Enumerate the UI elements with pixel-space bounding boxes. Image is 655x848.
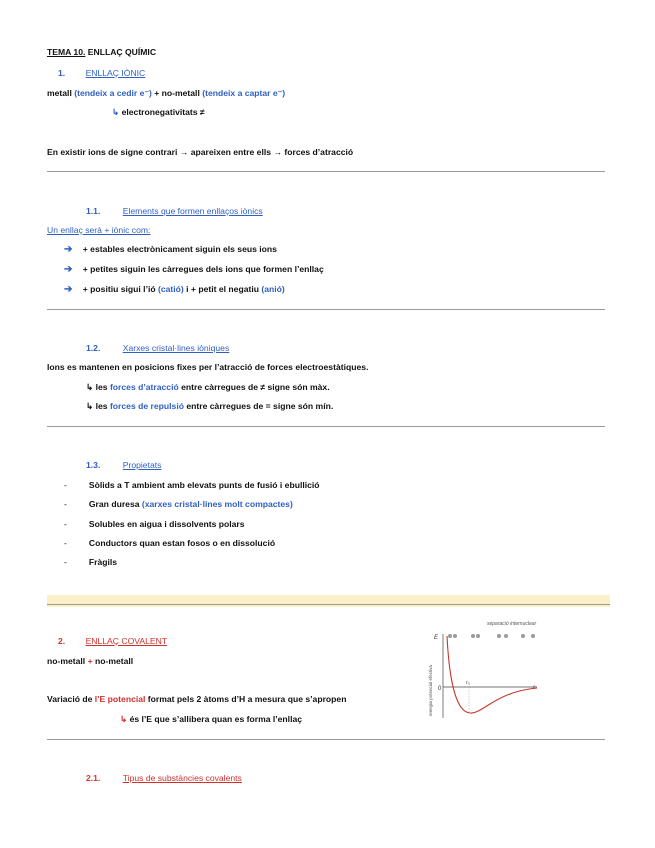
x-axis-label: r — [533, 685, 535, 691]
plus-sign: + — [85, 656, 95, 666]
attraction-forces: forces d’atracció — [109, 382, 179, 392]
section-1-heading — [58, 68, 145, 78]
section-1-3-heading — [86, 460, 161, 470]
section-2-title: ENLLAÇ COVALENT — [85, 636, 168, 646]
section-2-sub-line — [120, 714, 302, 725]
metal-text: metall — [47, 88, 72, 98]
atom-dot — [476, 634, 480, 638]
bullet-2 — [64, 264, 324, 275]
section-1-3-number: 1.3. — [86, 460, 101, 470]
property-5-text: Fràgils — [88, 557, 118, 567]
bullet-3-text-a: + positiu sigui l’ió — [82, 284, 158, 294]
line-2-c: entre càrregues de = signe són mín. — [183, 401, 334, 411]
doc-title-prefix: TEMA 10. — [47, 47, 86, 57]
zero-label: 0 — [438, 686, 442, 692]
section-1-title: ENLLAÇ IÒNIC — [85, 68, 146, 78]
section-1-number: 1. — [58, 68, 66, 78]
section-1-2-intro: Ions es mantenen en posicions fixes per l’atracció de forces electroestàtiques. — [47, 362, 369, 372]
bullet-3-cation: (catió) — [157, 284, 184, 294]
section-1-3-title: Propietats — [122, 460, 162, 470]
section-1-1-title: Elements que formen enllaços iònics — [122, 206, 263, 216]
line-1-c: entre càrregues de ≠ signe són màx. — [178, 382, 330, 392]
section-1-metal-line — [47, 88, 285, 99]
e-label: E — [434, 635, 439, 641]
section-1-2-line-2 — [86, 401, 333, 412]
divider — [47, 739, 605, 740]
section-2-1-heading — [86, 773, 242, 783]
dash: - — [64, 499, 67, 509]
doc-title — [47, 47, 156, 57]
property-2 — [64, 499, 293, 509]
dash: - — [64, 538, 67, 548]
atom-dot — [497, 634, 501, 638]
atom-dot — [504, 634, 508, 638]
metal-note: (tendeix a cedir e⁻) — [71, 88, 152, 98]
r0-label: r₀ — [466, 680, 470, 686]
section-2-variation-line — [47, 694, 346, 704]
section-1-sub-line — [112, 107, 205, 118]
bullet-1-text: + estables electrònicament siguin els seus ions — [82, 244, 277, 254]
property-2-text: Gran duresa — [88, 499, 142, 509]
potential-curve — [447, 636, 537, 713]
line-2-a: ↳ les — [86, 401, 110, 411]
divider — [47, 171, 605, 172]
line-1-a: ↳ les — [86, 382, 110, 392]
nonmetal-b: no-metall — [95, 656, 134, 666]
sub-arrow-icon: ↳ — [120, 714, 128, 724]
arrow-icon: ➔ — [64, 264, 73, 275]
variation-c: format pels 2 àtoms d’H a mesura que s’apropen — [145, 694, 347, 704]
bullet-1 — [64, 244, 277, 255]
property-3 — [64, 519, 245, 529]
highlight-band — [47, 595, 610, 607]
variation-a: Variació de — [47, 694, 95, 704]
dash: - — [64, 519, 67, 529]
section-2-number: 2. — [58, 636, 66, 646]
property-4-text: Conductors quan estan fosos o en dissolució — [88, 538, 276, 548]
divider — [47, 604, 610, 605]
doc-title-rest: ENLLAÇ QUÍMIC — [85, 47, 157, 57]
property-4 — [64, 538, 275, 548]
section-1-exist-line: En existir ions de signe contrari → apareixen entre ells → forces d’atracció — [47, 147, 354, 157]
section-1-2-title: Xarxes cristal·lines iòniques — [122, 343, 230, 353]
property-1-text: Sòlids a T ambient amb elevats punts de fusió i ebullició — [88, 480, 320, 490]
section-1-2-number: 1.2. — [86, 343, 101, 353]
repulsion-forces: forces de repulsió — [109, 401, 184, 411]
property-2-note: (xarxes cristal·lines molt compactes) — [141, 499, 293, 509]
arrow-icon: ➔ — [64, 284, 73, 295]
section-1-1-heading — [86, 206, 263, 216]
atom-pairs — [448, 634, 535, 638]
potential-energy-figure — [425, 616, 555, 726]
nonmetal-note: (tendeix a captar e⁻) — [199, 88, 286, 98]
bullet-3-text-c: i + petit el negatiu — [183, 284, 262, 294]
atom-dot — [453, 634, 457, 638]
sub-text: és l’E que s’allibera quan es forma l’enllaç — [127, 714, 303, 724]
dash: - — [64, 480, 67, 490]
divider — [47, 309, 605, 310]
arrow-icon: ➔ — [64, 244, 73, 255]
property-1 — [64, 480, 320, 490]
atom-dot — [448, 634, 452, 638]
nonmetal-a: no-metall — [47, 656, 86, 666]
section-1-2-line-1 — [86, 382, 330, 393]
section-2-nonmetal-line — [47, 656, 133, 666]
atom-dot — [471, 634, 475, 638]
section-2-1-title: Tipus de substàncies covalents — [122, 773, 242, 783]
bullet-3-anion: (anió) — [261, 284, 285, 294]
bullet-3 — [64, 284, 285, 295]
energy-curve-diagram — [425, 616, 555, 726]
figure-caption: separació internuclear — [487, 621, 537, 627]
y-axis-label: energia potencial efectiva — [428, 664, 433, 716]
section-1-2-heading — [86, 343, 229, 353]
sub-text: electronegativitats ≠ — [119, 107, 205, 117]
section-2-1-number: 2.1. — [86, 773, 101, 783]
section-1-1-number: 1.1. — [86, 206, 101, 216]
section-1-1-intro: Un enllaç serà + iònic com: — [47, 225, 151, 235]
section-2-heading — [58, 636, 167, 646]
property-3-text: Solubles en aigua i dissolvents polars — [88, 519, 245, 529]
nonmetal-text: + no-metall — [151, 88, 200, 98]
divider — [47, 426, 605, 427]
sub-arrow-icon: ↳ — [112, 107, 120, 117]
atom-dot — [521, 634, 525, 638]
property-5 — [64, 557, 117, 567]
atom-dot — [531, 634, 535, 638]
potential-energy: l’E potencial — [94, 694, 146, 704]
dash: - — [64, 557, 67, 567]
bullet-2-text: + petites siguin les càrregues dels ions que formen l’enllaç — [82, 264, 324, 274]
